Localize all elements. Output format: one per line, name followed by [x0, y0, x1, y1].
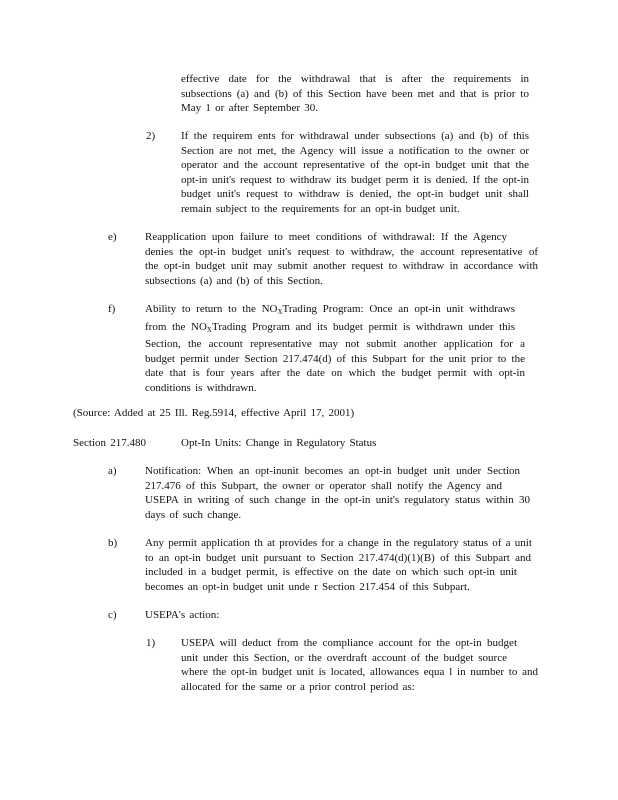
- text-line: effective date for the withdrawal that is after the requirements in: [181, 73, 529, 85]
- text-line: operator and the account representative of the opt-in budget unit that the: [181, 159, 529, 171]
- text-line: conditions is withdrawn.: [145, 381, 257, 394]
- text-line: opt-in unit's request to withdraw its budget perm it is denied. If the opt-in: [181, 173, 529, 186]
- text-line: budget permit under Section 217.474(d) of this Subpart for the unit prior to the: [145, 352, 525, 365]
- text-line: days of such change.: [145, 508, 242, 521]
- text-line: USEPA in writing of such change in the opt-in unit's regulatory status within 30: [145, 494, 530, 506]
- paragraph-notification: [145, 464, 530, 522]
- item-number: f): [108, 303, 116, 315]
- paragraph-usepa-action: [145, 608, 219, 623]
- text-fragment: from the NO: [145, 320, 207, 333]
- text-line: subsections (a) and (b) of this Section have been met and that is prior to: [181, 87, 529, 100]
- paragraph-usepa-deduct: [181, 636, 538, 694]
- source-note: (Source: Added at 25 Ill. Reg.5914, effective April 17, 2001): [73, 407, 355, 419]
- text-fragment: Trading Program and its budget permit is withdrawn under this: [211, 320, 515, 333]
- text-line: subsections (a) and (b) of this Section.: [145, 274, 323, 287]
- text-line: Section, the account representative may not submit another application for a: [145, 338, 525, 350]
- section-title: Opt-In Units: Change in Regulatory Status: [181, 437, 377, 449]
- text-line: unit under this Section, or the overdraft account of the budget source: [181, 651, 507, 664]
- text-line: May 1 or after September 30.: [181, 102, 319, 114]
- subscript-x: X: [206, 325, 212, 334]
- section-number: Section 217.480: [73, 437, 146, 449]
- text-line: date that is four years after the date on which the budget permit with opt-in: [145, 367, 525, 379]
- item-number: e): [108, 231, 117, 243]
- text-line: If the requirem ents for withdrawal under subsections (a) and (b) of this: [181, 130, 529, 142]
- text-line: 217.476 of this Subpart, the owner or operator shall notify the Agency and: [145, 479, 502, 492]
- text-line: budget unit's request to withdraw is denied, the opt-in budget unit shall: [181, 188, 529, 200]
- subscript-x: X: [277, 308, 283, 316]
- text-line: USEPA's action:: [145, 609, 220, 621]
- text-line: Notification: When an opt-inunit becomes an opt-in budget unit under Section: [145, 465, 520, 477]
- text-fragment: Trading Program: Once an opt-in unit withdraws: [282, 303, 515, 315]
- text-line: to an opt-in budget unit pursuant to Section 217.474(d)(1)(B) of this Subpart and: [145, 551, 531, 564]
- paragraph-continuation: [181, 72, 529, 116]
- paragraph-return-to-program: [145, 302, 525, 395]
- item-number: 2): [146, 130, 156, 142]
- text-line: Any permit application th at provides for a change in the regulatory status of a unit: [145, 537, 532, 549]
- text-line: Section are not met, the Agency will issue a notification to the owner or: [181, 144, 529, 157]
- paragraph-withdrawal-denied: [181, 129, 529, 216]
- text-line: the opt-in budget unit may submit another request to withdraw in accordance with: [145, 260, 538, 272]
- text-line: remain subject to the requirements for an opt-in budget unit.: [181, 202, 460, 215]
- paragraph-permit-application: [145, 536, 531, 594]
- paragraph-reapplication: [145, 230, 538, 288]
- text-line: where the opt-in budget unit is located, allowances equa l in number to and: [181, 666, 538, 678]
- text-line: USEPA will deduct from the compliance account for the opt-in budget: [181, 637, 517, 649]
- text-line: [145, 320, 515, 338]
- item-number: a): [108, 465, 117, 477]
- text-fragment: Ability to return to the NO: [145, 303, 278, 315]
- text-line: [145, 302, 515, 320]
- text-line: denies the opt-in budget unit's request to withdraw, the account representative of: [145, 245, 538, 258]
- item-number: 1): [146, 637, 156, 649]
- text-line: becomes an opt-in budget unit unde r Section 217.454 of this Subpart.: [145, 580, 470, 593]
- item-number: b): [108, 537, 118, 549]
- text-line: included in a budget permit, is effective on the date on which such opt-in unit: [145, 566, 517, 578]
- item-number: c): [108, 609, 117, 621]
- text-line: allocated for the same or a prior control period as:: [181, 680, 415, 693]
- text-line: Reapplication upon failure to meet conditions of withdrawal: If the Agency: [145, 231, 507, 243]
